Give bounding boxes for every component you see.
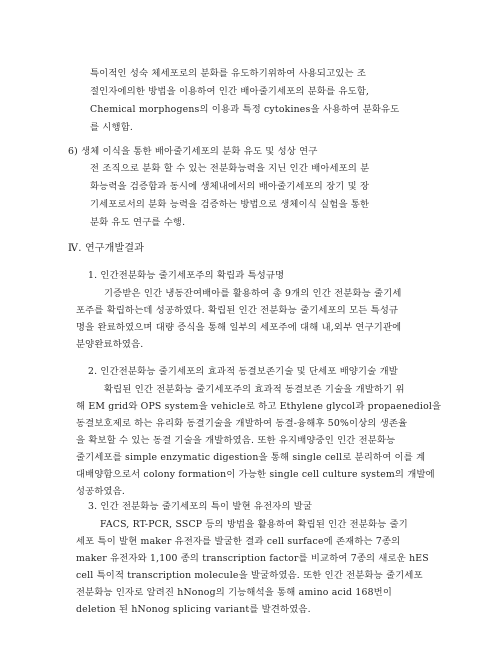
- text-line: cell 특이적 transcription molecule을 발굴하였음. 또한 인간 전분화능 줄기세포: [76, 570, 423, 581]
- subsection-heading: 2. 인간전분화능 줄기세포의 효과적 동결보존기술 및 단세포 배양기술 개발: [88, 366, 398, 377]
- text-line: 기증받은 인간 냉동잔여배아를 활용하여 총 9개의 인간 전분화능 줄기세: [104, 288, 402, 299]
- text-line: 기세포로서의 분화 능력을 검증하는 방법으로 생체이식 실험을 통한: [90, 199, 370, 210]
- text-line: 전 조직으로 분화 할 수 있는 전분화능력을 지닌 인간 배아세포의 분: [90, 163, 370, 174]
- section-heading: Ⅳ. 연구개발결과: [68, 243, 145, 254]
- text-line: 전분화능 인자로 알려진 hNonog의 기능해석을 통해 amino acid 168번이: [76, 587, 393, 598]
- text-line: FACS, RT-PCR, SSCP 등의 방법을 활용하여 확립된 인간 전분화능 줄기: [100, 519, 408, 530]
- text-line: 특이적인 성숙 체세포로의 분화를 유도하기위하여 사용되고있는 조: [90, 68, 366, 79]
- text-line: 대배양함으로서 colony formation이 가능한 single cell culture system의 개발에: [76, 469, 435, 480]
- item-heading: 6) 생체 이식을 통한 배아줄기세포의 분화 유도 및 성상 연구: [68, 146, 318, 157]
- subsection-heading: 1. 인간전분화능 줄기세포주의 확립과 특성규명: [88, 270, 285, 281]
- text-line: 을 확보할 수 있는 동결 기술을 개발하였음. 또한 유지배양중인 인간 전분화능: [76, 435, 396, 446]
- text-line: 절인자에의한 방법을 이용하여 인간 배아줄기세포의 분화를 유도함,: [90, 86, 370, 97]
- text-line: 분화 유도 연구를 수행.: [90, 217, 186, 228]
- text-line: 화능력을 검증함과 동시에 생체내에서의 배아줄기세포의 장기 및 장: [90, 181, 370, 192]
- text-line: 줄기세포를 simple enzymatic digestion을 통해 single cell로 분리하여 이를 계: [76, 452, 426, 463]
- text-line: 를 시행함.: [90, 122, 134, 133]
- text-line: 확립된 인간 전분화능 줄기세포주의 효과적 동결보존 기술을 개발하기 위: [104, 384, 405, 395]
- text-line: 해 EM grid와 OPS system을 vehicle로 하고 Ethylene glycol과 propaenediol을: [76, 401, 442, 412]
- subsection-heading: 3. 인간 전분화능 줄기세포의 특이 발현 유전자의 발굴: [88, 501, 313, 512]
- text-line: 동결보호제로 하는 유리화 동결기술을 개발하여 동결-융해후 50%이상의 생존율: [76, 418, 408, 429]
- text-line: 세포 특이 발현 maker 유전자를 발굴한 결과 cell surface에 존재하는 7종의: [76, 536, 401, 547]
- text-line: deletion 된 hNonog splicing variant를 발견하였음.: [76, 604, 311, 615]
- text-line: 분양완료하였음.: [76, 339, 144, 350]
- text-line: Chemical morphogens의 이용과 특정 cytokines을 사용하여 분화유도: [90, 104, 400, 115]
- text-line: 명을 완료하였으며 대량 증식을 통해 일부의 세포주에 대해 내,외부 연구기관에: [76, 322, 402, 333]
- text-line: 성공하였음.: [76, 486, 126, 497]
- text-line: 포주를 확립하는데 성공하였다. 확립된 인간 전분화능 줄기세포의 모든 특성규: [76, 305, 399, 316]
- text-line: maker 유전자와 1,100 종의 transcription factor를 비교하여 7종의 새로운 hES: [76, 553, 429, 564]
